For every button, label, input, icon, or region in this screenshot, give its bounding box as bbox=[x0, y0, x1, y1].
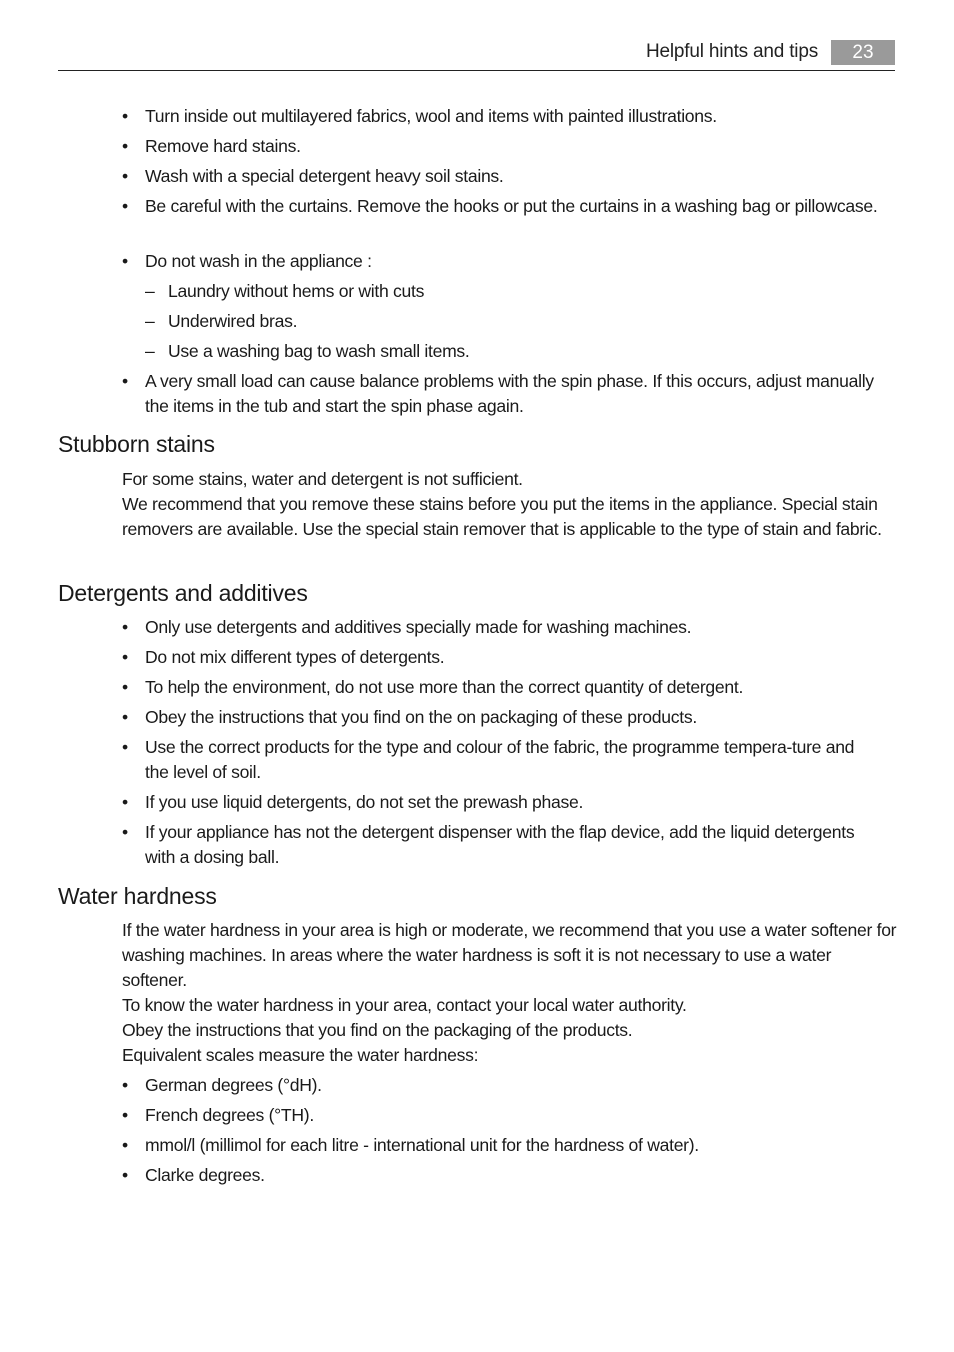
bullet-marker: • bbox=[122, 251, 128, 271]
paragraph: Equivalent scales measure the water hardness: bbox=[122, 1045, 479, 1065]
list-item: • Be careful with the curtains. Remove the hooks or put the curtains in a washing bag or pillowcase. bbox=[122, 194, 882, 219]
section-title-detergents: Detergents and additives bbox=[58, 580, 308, 606]
section-title-stubborn-stains: Stubborn stains bbox=[58, 431, 215, 457]
paragraph: For some stains, water and detergent is not sufficient. bbox=[122, 469, 523, 489]
list-item: • Use the correct products for the type and colour of the fabric, the programme tempera-ture and the level of soil. bbox=[122, 737, 855, 782]
paragraph: If the water hardness in your area is high or moderate, we recommend that you use a water softener for washing machines. In areas where the water hardness is soft it is not necessary to use a water softener. bbox=[122, 920, 897, 990]
list-item: • Remove hard stains. bbox=[122, 134, 882, 159]
paragraph: We recommend that you remove these stains before you put the items in the appliance. Special stain removers are available. Use the special stain remover that is applicable to the type of stain and fabric. bbox=[122, 494, 882, 539]
bullet-marker: • bbox=[122, 1135, 128, 1155]
section-title-water-hardness: Water hardness bbox=[58, 883, 217, 909]
list-item: • mmol/l (millimol for each litre - international unit for the hardness of water). bbox=[122, 1133, 882, 1158]
list-item: • Do not wash in the appliance : bbox=[122, 249, 882, 274]
bullet-marker: • bbox=[122, 617, 128, 637]
list-item: • If your appliance has not the detergent dispenser with the flap device, add the liquid detergents with a dosing ball. bbox=[122, 822, 855, 867]
list-item: • Obey the instructions that you find on the on packaging of these products. bbox=[122, 705, 882, 730]
list-item: • German degrees (°dH). bbox=[122, 1073, 882, 1098]
bullet-marker: • bbox=[122, 1105, 128, 1125]
list-item: • Only use detergents and additives specially made for washing machines. bbox=[122, 615, 882, 640]
sub-list-item: – Laundry without hems or with cuts bbox=[145, 279, 885, 304]
page-number-badge: 23 bbox=[831, 40, 895, 65]
dash-marker: – bbox=[145, 281, 155, 301]
bullet-marker: • bbox=[122, 106, 128, 126]
bullet-marker: • bbox=[122, 1165, 128, 1185]
list-item: • If you use liquid detergents, do not set the prewash phase. bbox=[122, 790, 882, 815]
list-item: • Turn inside out multilayered fabrics, wool and items with painted illustrations. bbox=[122, 104, 882, 129]
bullet-marker: • bbox=[122, 737, 128, 757]
header-divider bbox=[58, 70, 895, 71]
list-item: • Wash with a special detergent heavy soil stains. bbox=[122, 164, 882, 189]
bullet-marker: • bbox=[122, 677, 128, 697]
bullet-marker: • bbox=[122, 647, 128, 667]
header-title: Helpful hints and tips bbox=[646, 41, 818, 62]
dash-marker: – bbox=[145, 341, 155, 361]
bullet-marker: • bbox=[122, 136, 128, 156]
list-item: • Do not mix different types of detergents. bbox=[122, 645, 882, 670]
paragraph: Obey the instructions that you find on the packaging of the products. bbox=[122, 1020, 633, 1040]
bullet-marker: • bbox=[122, 1075, 128, 1095]
bullet-marker: • bbox=[122, 822, 128, 842]
bullet-marker: • bbox=[122, 371, 128, 391]
sub-list-item: – Underwired bras. bbox=[145, 309, 885, 334]
dash-marker: – bbox=[145, 311, 155, 331]
list-item: • To help the environment, do not use more than the correct quantity of detergent. bbox=[122, 675, 882, 700]
paragraph: To know the water hardness in your area, contact your local water authority. bbox=[122, 995, 687, 1015]
list-item: • A very small load can cause balance problems with the spin phase. If this occurs, adjust manually the items in the tub and start the spin phase again. bbox=[122, 371, 874, 416]
bullet-marker: • bbox=[122, 707, 128, 727]
sub-list-item: – Use a washing bag to wash small items. bbox=[145, 339, 885, 364]
bullet-marker: • bbox=[122, 196, 128, 216]
bullet-marker: • bbox=[122, 166, 128, 186]
list-item: • French degrees (°TH). bbox=[122, 1103, 882, 1128]
bullet-marker: • bbox=[122, 792, 128, 812]
list-item: • Clarke degrees. bbox=[122, 1163, 882, 1188]
